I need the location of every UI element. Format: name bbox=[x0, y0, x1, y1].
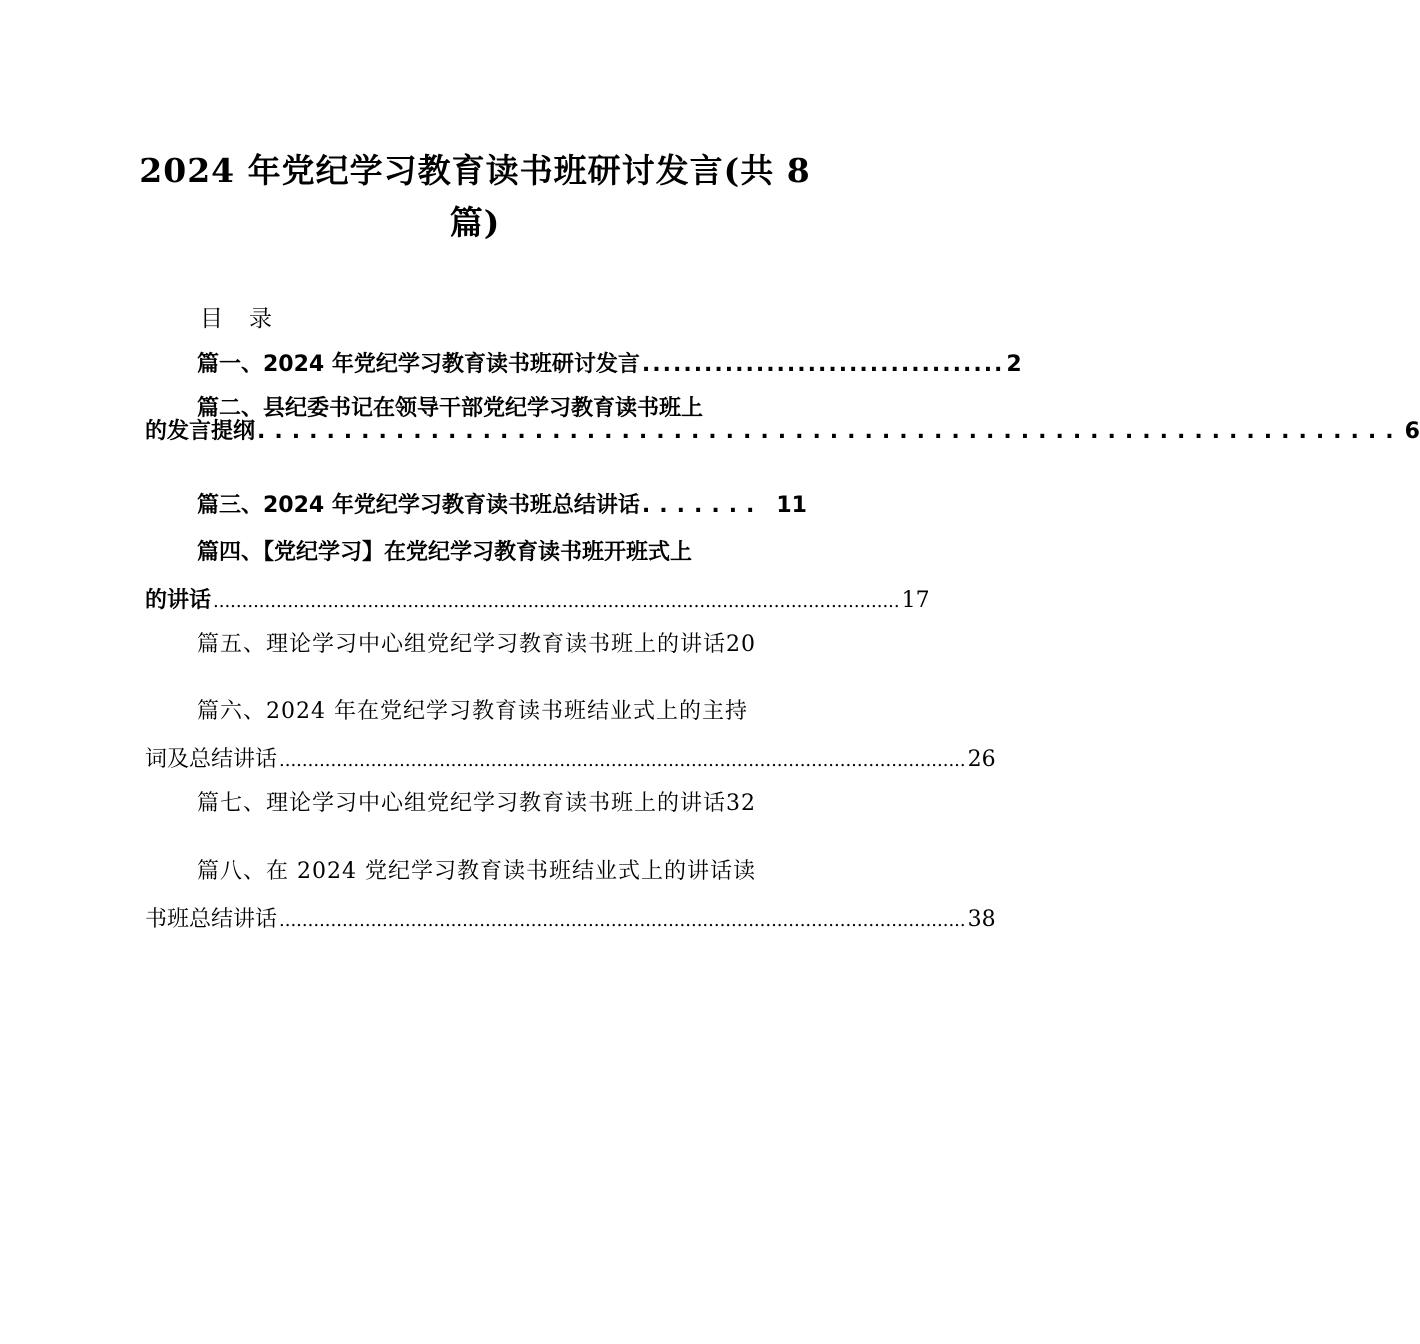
toc-entry-5[interactable] bbox=[197, 629, 827, 661]
toc-entry-2-title: 篇二、县纪委书记在领导干部党纪学习教育读书班上 bbox=[197, 396, 704, 421]
toc-entry-8-page: 38 bbox=[967, 907, 996, 932]
toc-entry-8-line2[interactable] bbox=[145, 904, 996, 937]
toc-heading: 目录 bbox=[200, 306, 298, 332]
toc-entry-4-line2[interactable] bbox=[145, 585, 930, 618]
toc-entry-8-line1[interactable] bbox=[197, 856, 817, 888]
toc-entry-6-line2[interactable] bbox=[145, 744, 996, 777]
toc-entry-1[interactable] bbox=[197, 349, 1022, 381]
toc-entry-5-title: 篇五、理论学习中心组党纪学习教育读书班上的讲话 bbox=[197, 632, 727, 657]
toc-leader: ................................... bbox=[641, 352, 1005, 377]
toc-entry-1-title: 篇一、2024 年党纪学习教育读书班研讨发言 bbox=[197, 352, 640, 377]
document-title-line1: 2024 年党纪学习教育读书班研讨发言(共 8 bbox=[139, 151, 811, 190]
toc-entry-2-line2[interactable] bbox=[145, 416, 1420, 448]
toc-entry-5-page: 20 bbox=[726, 632, 757, 657]
toc-entry-4-line1[interactable] bbox=[197, 537, 807, 569]
toc-leader: ....... bbox=[641, 493, 764, 518]
toc-entry-6-title: 篇六、2024 年在党纪学习教育读书班结业式上的主持 bbox=[197, 699, 748, 724]
toc-entry-4-title: 篇四、【党纪学习】在党纪学习教育读书班开班式上 bbox=[197, 540, 693, 565]
toc-leader: ........................................................................................................................ bbox=[279, 910, 966, 931]
toc-entry-1-page: 2 bbox=[1006, 352, 1022, 377]
toc-entry-6-page: 26 bbox=[967, 747, 996, 772]
toc-entry-2-title-cont: 的发言提纲 bbox=[145, 419, 256, 444]
toc-leader: ........................................................................................................................ bbox=[279, 750, 966, 771]
toc-entry-6-line1[interactable] bbox=[197, 696, 807, 728]
toc-entry-7-page: 32 bbox=[726, 791, 757, 816]
toc-entry-8-title: 篇八、在 2024 党纪学习教育读书班结业式上的讲话读 bbox=[197, 859, 756, 884]
toc-entry-6-title-cont: 词及总结讲话 bbox=[145, 747, 278, 772]
toc-leader: .................................................................. bbox=[257, 419, 1403, 444]
toc-entry-3-title: 篇三、2024 年党纪学习教育读书班总结讲话 bbox=[197, 493, 640, 518]
toc-entry-7[interactable] bbox=[197, 788, 827, 820]
toc-entry-8-title-cont: 书班总结讲话 bbox=[145, 907, 278, 932]
toc-entry-3-page: 11 bbox=[776, 493, 807, 518]
toc-entry-4-title-cont: 的讲话 bbox=[145, 588, 212, 613]
toc-entry-4-page: 17 bbox=[901, 588, 930, 613]
document-title-line2: 篇) bbox=[449, 203, 501, 242]
toc-entry-2-page: 6 bbox=[1404, 419, 1420, 444]
toc-entry-3[interactable] bbox=[197, 490, 807, 522]
toc-entry-7-title: 篇七、理论学习中心组党纪学习教育读书班上的讲话 bbox=[197, 791, 727, 816]
toc-leader: ........................................................................................................................ bbox=[213, 591, 900, 612]
